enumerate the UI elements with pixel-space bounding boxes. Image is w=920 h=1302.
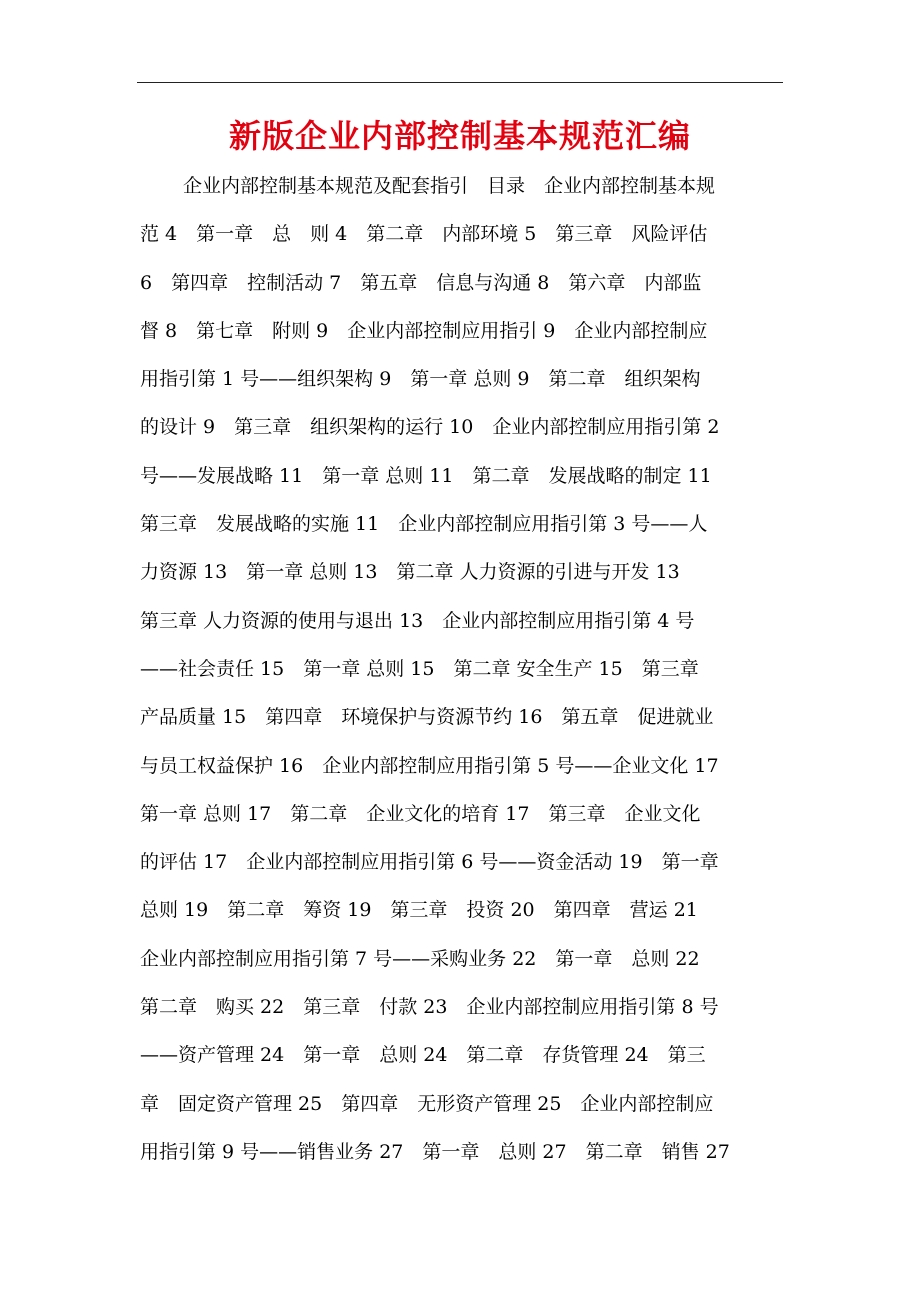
toc-line: 的设计 9 第三章 组织架构的运行 10 企业内部控制应用指引第 2	[140, 416, 720, 439]
toc-line: 力资源 13 第一章 总则 13 第二章 人力资源的引进与开发 13	[140, 561, 680, 584]
document-title: 新版企业内部控制基本规范汇编	[228, 117, 691, 155]
toc-line: 用指引第 9 号——销售业务 27 第一章 总则 27 第二章 销售 27	[140, 1140, 730, 1163]
toc-line: 第一章 总则 17 第二章 企业文化的培育 17 第三章 企业文化	[140, 802, 701, 825]
toc-line: 第三章 发展战略的实施 11 企业内部控制应用指引第 3 号——人	[140, 513, 708, 536]
toc-line: 6 第四章 控制活动 7 第五章 信息与沟通 8 第六章 内部监	[140, 271, 702, 294]
toc-line: 章 固定资产管理 25 第四章 无形资产管理 25 企业内部控制应	[140, 1092, 714, 1115]
toc-line: 总则 19 第二章 筹资 19 第三章 投资 20 第四章 营运 21	[140, 899, 698, 922]
toc-body	[140, 162, 802, 1176]
toc-line: 用指引第 1 号——组织架构 9 第一章 总则 9 第二章 组织架构	[140, 368, 701, 391]
toc-line: 企业内部控制应用指引第 7 号——采购业务 22 第一章 总则 22	[140, 947, 700, 970]
toc-line: 第三章 人力资源的使用与退出 13 企业内部控制应用指引第 4 号	[140, 609, 695, 632]
header-rule	[137, 82, 783, 83]
toc-line: 范 4 第一章 总 则 4 第二章 内部环境 5 第三章 风险评估	[140, 223, 708, 246]
toc-line: 号——发展战略 11 第一章 总则 11 第二章 发展战略的制定 11	[140, 464, 712, 487]
toc-line: 督 8 第七章 附则 9 企业内部控制应用指引 9 企业内部控制应	[140, 319, 708, 342]
toc-line: ——资产管理 24 第一章 总则 24 第二章 存货管理 24 第三	[140, 1044, 706, 1067]
toc-line: 的评估 17 企业内部控制应用指引第 6 号——资金活动 19 第一章	[140, 851, 719, 874]
toc-line: 企业内部控制基本规范及配套指引 目录 企业内部控制基本规	[183, 175, 716, 197]
toc-line: 与员工权益保护 16 企业内部控制应用指引第 5 号——企业文化 17	[140, 754, 719, 777]
toc-line: 产品质量 15 第四章 环境保护与资源节约 16 第五章 促进就业	[140, 706, 714, 729]
toc-line: 第二章 购买 22 第三章 付款 23 企业内部控制应用指引第 8 号	[140, 996, 719, 1019]
toc-line: ——社会责任 15 第一章 总则 15 第二章 安全生产 15 第三章	[140, 657, 699, 680]
